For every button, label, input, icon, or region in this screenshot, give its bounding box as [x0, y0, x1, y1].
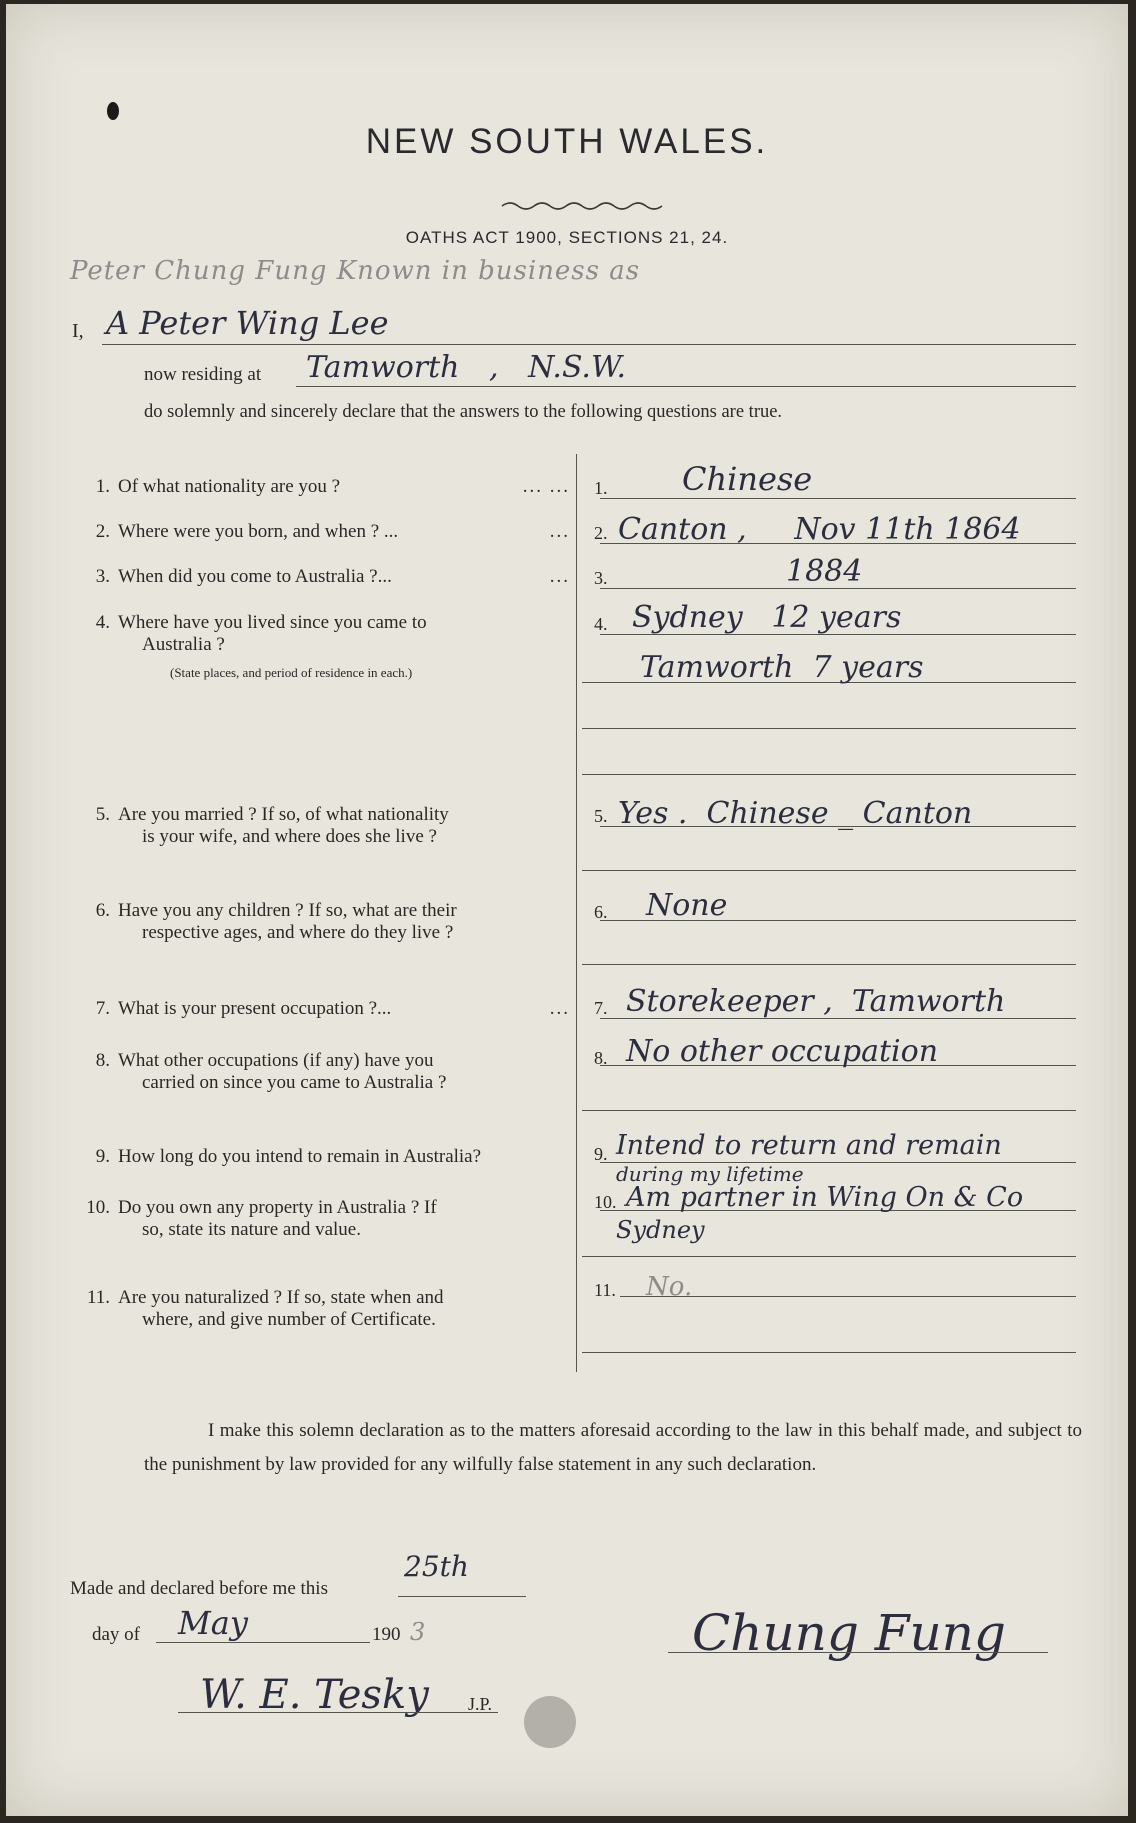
answer-line: [582, 1256, 1076, 1257]
declare-statement: do solemnly and sincerely declare that the answers to the following questions are true.: [144, 402, 783, 422]
question-text: Are you married ? If so, of what nationality: [118, 804, 449, 825]
answer-number: 8.: [594, 1048, 608, 1068]
form-title: NEW SOUTH WALES.: [365, 122, 769, 161]
question-1: ... ... 1. Of what nationality are you ?: [95, 476, 570, 497]
residence-line: [296, 386, 1076, 387]
seal-mark: [524, 1696, 576, 1748]
act-reference: OATHS ACT 1900, SECTIONS 21, 24.: [405, 228, 729, 247]
declarant-signature-line: [668, 1652, 1048, 1653]
ornament-squiggle: [500, 200, 670, 212]
question-10: 10. Do you own any property in Australia ? If so, state its nature and value.: [86, 1197, 437, 1240]
answer-number: 6.: [594, 902, 608, 922]
answer-line: [582, 728, 1076, 729]
pronoun-label: I,: [72, 320, 84, 342]
declarant-name: A Peter Wing Lee: [106, 304, 389, 342]
made-declared-label: Made and declared before me this: [70, 1578, 328, 1599]
answer-line: [582, 1352, 1076, 1353]
answer-occupation: Storekeeper , Tamworth: [626, 984, 1006, 1019]
declaration-paragraph: I make this solemn declaration as to the matters aforesaid according to the law in this behalf made, and subject to the punishment by law provided for any wilfully false statement in any such declaration.: [144, 1420, 1082, 1475]
question-8: 8. What other occupations (if any) have you carried on since you came to Australia ?: [95, 1050, 447, 1093]
month-value: May: [178, 1604, 248, 1642]
residing-label: now residing at: [144, 364, 262, 385]
question-3: ... 3. When did you come to Australia ?...: [95, 566, 570, 587]
answer-married: Yes . Chinese _ Canton: [618, 796, 973, 831]
jp-line: [178, 1712, 498, 1713]
answer-line: [582, 870, 1076, 871]
answer-number: 7.: [594, 998, 608, 1018]
answer-nationality: Chinese: [682, 460, 813, 498]
answer-number: 10.: [594, 1192, 617, 1212]
year-digit: 3: [410, 1618, 426, 1646]
answer-property: Am partner in Wing On & Co: [626, 1182, 1024, 1213]
question-text: How long do you intend to remain in Australia?: [118, 1146, 482, 1167]
question-text: Where have you lived since you came to: [118, 612, 427, 633]
answer-arrival-year: 1884: [786, 554, 863, 589]
answer-number: 9.: [594, 1144, 608, 1164]
question-11: 11. Are you naturalized ? If so, state when and where, and give number of Certificate.: [86, 1287, 444, 1330]
question-text: Of what nationality are you ?: [118, 476, 341, 497]
day-line: [398, 1596, 526, 1597]
question-dots: ... ...: [522, 476, 570, 497]
jp-signature: W. E. Tesky: [200, 1672, 429, 1718]
question-text: What other occupations (if any) have you: [118, 1050, 434, 1071]
answer-line: [582, 774, 1076, 775]
answer-number: 11.: [594, 1280, 616, 1300]
answer-intend-remain-cont: during my lifetime: [616, 1162, 804, 1186]
question-text: Where were you born, and when ? ...: [118, 521, 399, 542]
question-text: When did you come to Australia ?...: [118, 566, 392, 587]
question-2: ... 2. Where were you born, and when ? ...: [95, 521, 570, 542]
question-text: Are you naturalized ? If so, state when and: [118, 1287, 444, 1308]
question-text: Do you own any property in Australia ? If: [118, 1197, 437, 1218]
year-prefix: 190: [372, 1624, 401, 1645]
jp-label: J.P.: [468, 1694, 493, 1714]
answer-residence-1: Sydney 12 years: [632, 600, 902, 635]
answer-line: [600, 498, 1076, 499]
declaration-form: [6, 4, 1128, 1816]
answer-children: None: [646, 888, 728, 923]
answer-other-occupations: No other occupation: [626, 1034, 939, 1069]
question-note: (State places, and period of residence in each.): [170, 665, 413, 680]
ink-blot: [107, 102, 119, 120]
answer-number: 2.: [594, 523, 608, 543]
residence-value: Tamworth , N.S.W.: [306, 350, 627, 385]
question-9: 9. How long do you intend to remain in Australia?: [95, 1146, 482, 1167]
question-4: 4. Where have you lived since you came to Australia ? (State places, and period of residence in each.): [80, 612, 570, 684]
answer-number: 3.: [594, 568, 608, 588]
question-text: Have you any children ? If so, what are their: [118, 900, 457, 921]
answer-line: [582, 1110, 1076, 1111]
answer-birth: Canton , Nov 11th 1864: [618, 512, 1021, 547]
answer-property-cont: Sydney: [616, 1216, 705, 1244]
answer-number: 4.: [594, 614, 608, 634]
answer-line: [582, 964, 1076, 965]
question-6: 6. Have you any children ? If so, what are their respective ages, and where do they live ?: [95, 900, 457, 943]
known-as-line: Peter Chung Fung Known in business as: [70, 256, 641, 286]
answer-number: 5.: [594, 806, 608, 826]
answer-naturalized: No.: [646, 1272, 693, 1302]
day-of-label: day of: [92, 1624, 141, 1645]
answer-number: 1.: [594, 478, 608, 498]
question-7: ... 7. What is your present occupation ?...: [95, 998, 570, 1019]
column-divider: [576, 454, 577, 1372]
answer-intend-remain: Intend to return and remain: [616, 1130, 1002, 1161]
day-value: 25th: [404, 1550, 469, 1583]
answer-residence-2: Tamworth 7 years: [640, 650, 924, 685]
question-text: What is your present occupation ?...: [118, 998, 392, 1019]
declarant-signature: Chung Fung: [692, 1604, 1006, 1662]
name-line: [102, 344, 1076, 345]
question-5: 5. Are you married ? If so, of what nationality is your wife, and where does she live ?: [95, 804, 449, 847]
month-line: [156, 1642, 370, 1643]
